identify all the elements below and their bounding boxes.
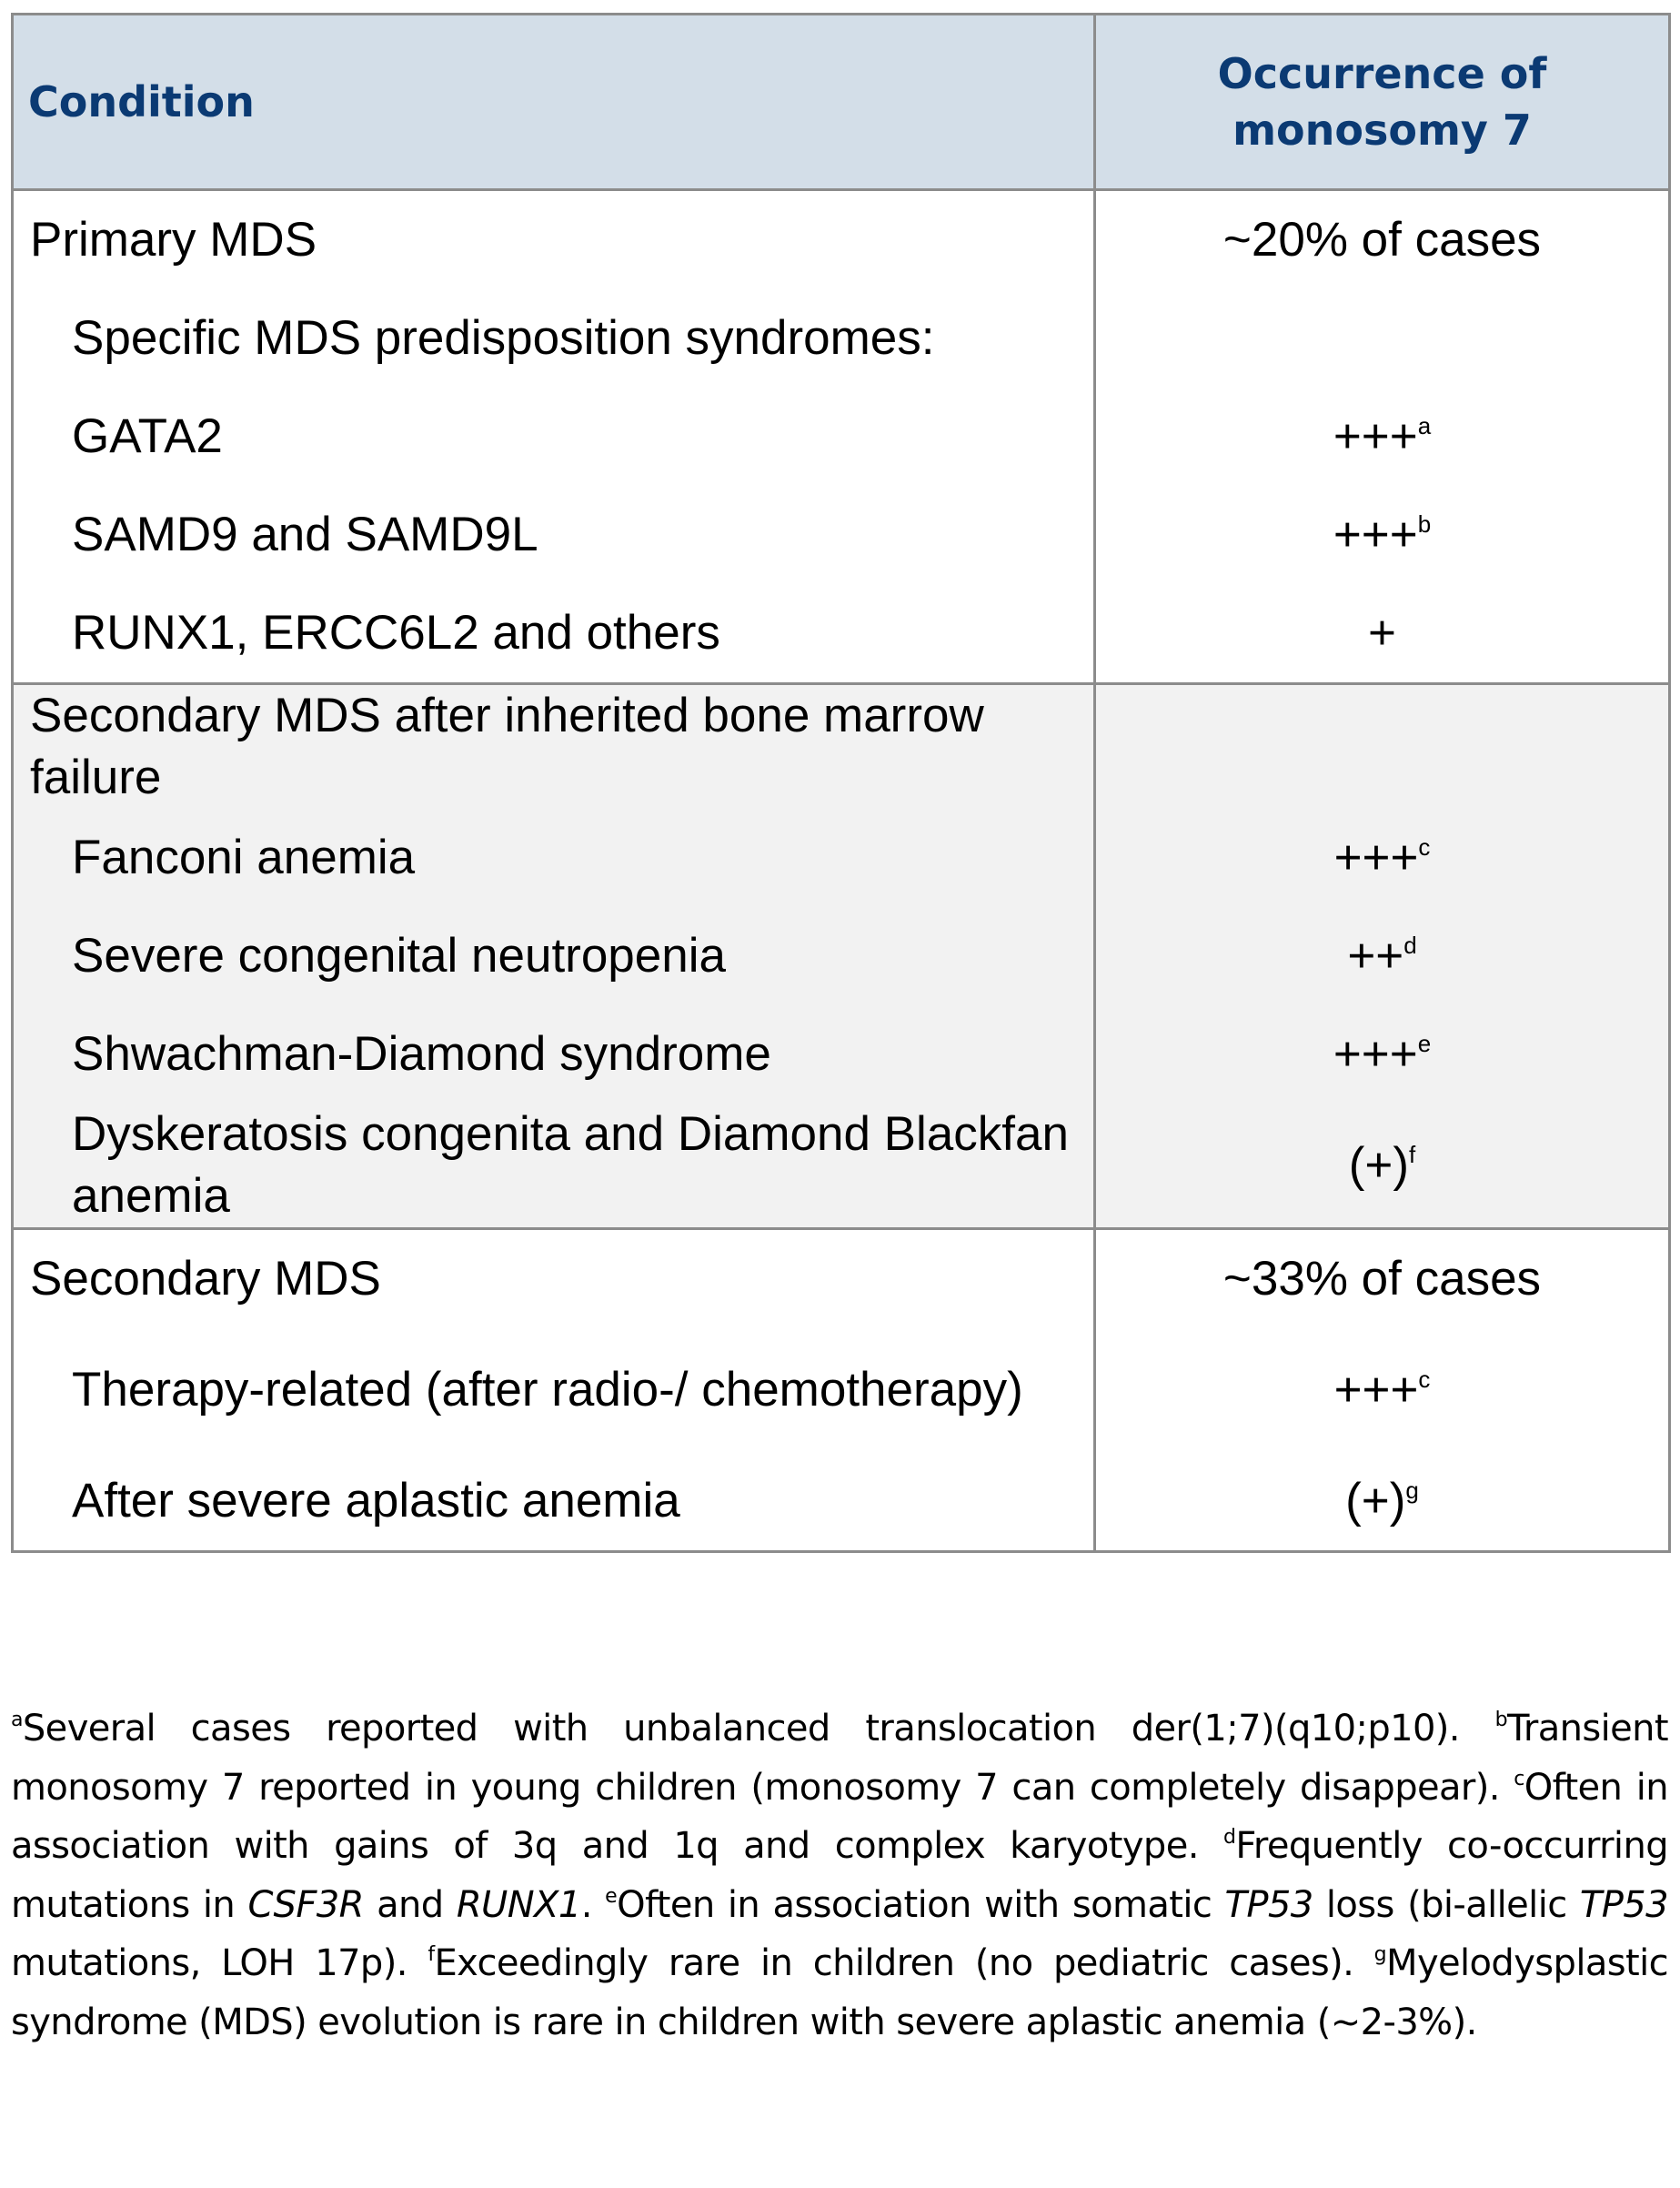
occurrence-cell (1095, 584, 1670, 684)
occurrence-value: ~20% of cases (1222, 213, 1542, 267)
occurrence-cell (1095, 809, 1670, 907)
condition-cell: Specific MDS predisposition syndromes: (13, 289, 1095, 388)
condition-cell: Dyskeratosis congenita and Diamond Blackfan anemia (13, 1104, 1095, 1229)
footnote-mark-c: c (1514, 1767, 1524, 1790)
occurrence-cell (1095, 1452, 1670, 1552)
footnote-mark-b: b (1494, 1709, 1507, 1731)
footnote-e-gene-1: TP53 (1224, 1883, 1313, 1926)
footnote-e-text-1: Often in association with somatic (617, 1883, 1225, 1926)
occurrence-value: (+) (1348, 1138, 1409, 1192)
occurrence-cell (1095, 1005, 1670, 1104)
footnote-f: Exceedingly rare in children (no pediatric cases). (434, 1942, 1354, 1984)
occurrence-cell (1095, 486, 1670, 584)
table-row (13, 1452, 1670, 1552)
group-secondary-mds-inherited-bmf (13, 684, 1670, 1229)
occurrence-cell (1095, 289, 1670, 388)
occurrence-cell (1095, 1328, 1670, 1452)
footnote-marker: c (1418, 1366, 1431, 1393)
occurrence-value: +++ (1333, 831, 1419, 884)
occurrence-value: + (1368, 606, 1396, 660)
condition-cell: Therapy-related (after radio-/ chemotherapy) (13, 1328, 1095, 1452)
table-row (13, 1229, 1670, 1329)
table-row (13, 486, 1670, 584)
occurrence-value: ~33% of cases (1222, 1252, 1542, 1306)
occurrence-cell (1095, 684, 1670, 810)
occurrence-value: +++ (1333, 409, 1418, 463)
occurrence-value: +++ (1333, 508, 1418, 561)
condition-cell: RUNX1, ERCC6L2 and others (13, 584, 1095, 684)
occurrence-cell (1095, 388, 1670, 486)
footnote-marker: b (1417, 510, 1432, 538)
condition-cell: Secondary MDS after inherited bone marrow failure (13, 684, 1095, 810)
footnote-d-gene-2: RUNX1 (456, 1883, 581, 1926)
condition-cell: SAMD9 and SAMD9L (13, 486, 1095, 584)
footnote-mark-d: d (1222, 1826, 1236, 1849)
occurrence-value: (+) (1345, 1474, 1406, 1528)
table-row (13, 907, 1670, 1005)
condition-cell: Shwachman-Diamond syndrome (13, 1005, 1095, 1104)
table-row (13, 388, 1670, 486)
group-primary-mds (13, 190, 1670, 684)
monosomy-7-table (11, 13, 1671, 1553)
footnote-marker: c (1418, 833, 1431, 861)
footnote-e-text-2: loss (bi-allelic (1313, 1883, 1580, 1926)
footnote-mark-a: a (11, 1709, 23, 1731)
footnote-d-text-3: . (580, 1883, 592, 1926)
condition-cell: Severe congenital neutropenia (13, 907, 1095, 1005)
footnote-marker: e (1417, 1030, 1432, 1057)
footnote-a: Several cases reported with unbalanced translocation der(1;7)(q10;p10). (22, 1708, 1460, 1749)
footnote-g: Myelodysplastic syndrome (MDS) evolution is rare in children with severe aplastic anemia (~2-3%). (11, 1942, 1668, 2043)
occurrence-cell (1095, 907, 1670, 1005)
condition-cell: After severe aplastic anemia (13, 1452, 1095, 1552)
condition-cell: GATA2 (13, 388, 1095, 486)
footnote-e-gene-2: TP53 (1579, 1883, 1668, 1926)
footnote-c: Often in association with gains of 3q and 1q and complex karyotype. (11, 1766, 1668, 1867)
header-occurrence: Occurrence of monosomy 7 (1095, 15, 1670, 190)
table-row (13, 1005, 1670, 1104)
table-row (13, 289, 1670, 388)
header-condition: Condition (13, 15, 1095, 190)
monosomy-7-table-container (11, 13, 1668, 1553)
footnote-e-text-3: mutations, LOH 17p). (11, 1942, 407, 1984)
footnote-marker: g (1405, 1477, 1419, 1504)
table-row (13, 809, 1670, 907)
table-row (13, 1104, 1670, 1229)
footnote-d-gene-1: CSF3R (247, 1883, 364, 1926)
footnote-marker: d (1403, 932, 1417, 959)
occurrence-value: ++ (1347, 929, 1404, 983)
table-row (13, 1328, 1670, 1452)
table-row (13, 584, 1670, 684)
table-header-row (13, 15, 1670, 190)
occurrence-value: +++ (1333, 1363, 1419, 1417)
condition-cell: Fanconi anemia (13, 809, 1095, 907)
table-row (13, 684, 1670, 810)
table-footnotes (11, 1699, 1668, 2052)
group-secondary-mds (13, 1229, 1670, 1552)
condition-cell: Primary MDS (13, 190, 1095, 290)
footnote-mark-g: g (1373, 1943, 1387, 1966)
footnote-marker: a (1417, 412, 1432, 439)
occurrence-cell (1095, 1104, 1670, 1229)
footnote-b: Transient monosomy 7 reported in young children (monosomy 7 can completely disappear). (11, 1708, 1668, 1809)
footnote-d-text-2: and (363, 1883, 457, 1926)
condition-cell: Secondary MDS (13, 1229, 1095, 1329)
footnote-marker: f (1409, 1141, 1416, 1168)
footnote-mark-e: e (605, 1884, 618, 1908)
footnote-d-text-1: Frequently co-occurring mutations in (11, 1825, 1668, 1926)
occurrence-cell (1095, 190, 1670, 290)
occurrence-cell (1095, 1229, 1670, 1329)
occurrence-value: +++ (1333, 1027, 1418, 1081)
table-row (13, 190, 1670, 290)
footnote-mark-f: f (428, 1943, 435, 1966)
